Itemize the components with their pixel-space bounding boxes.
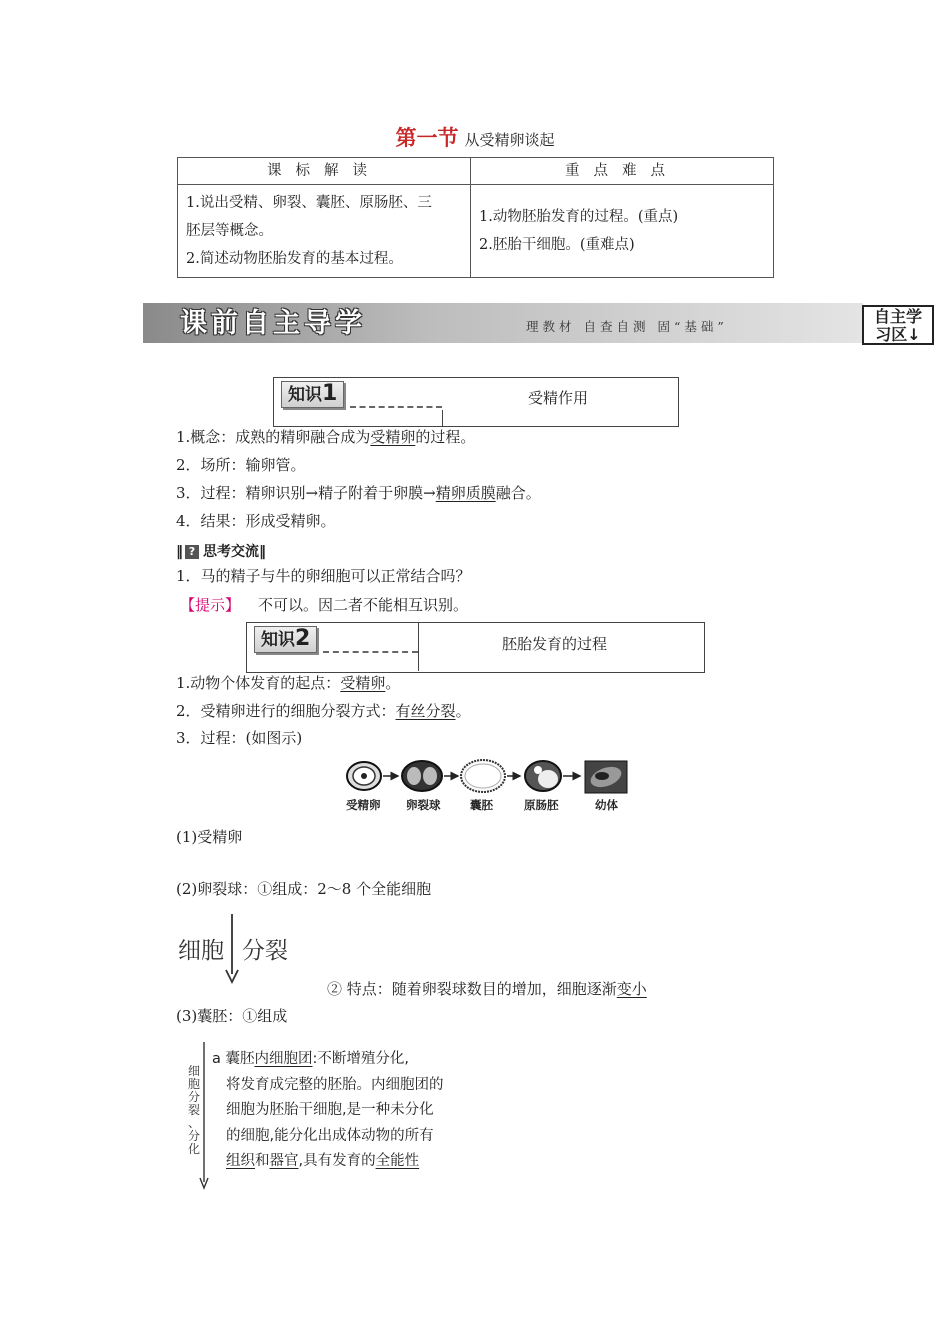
tag-divider	[442, 410, 443, 426]
stage-label: 幼体	[595, 798, 618, 812]
answer-blank: 精卵质膜	[435, 484, 496, 502]
answer-blank: 组织	[226, 1153, 255, 1169]
section-number: 第一节	[395, 126, 459, 150]
section-name: 从受精卵谈起	[464, 131, 555, 149]
badge-line-2: 习区	[875, 325, 908, 344]
curriculum-item: 2.简述动物胚胎发育的基本过程。	[186, 251, 403, 267]
k1-concept: 1.概念：成熟的精卵融合成为受精卵的过程。	[176, 428, 476, 446]
k2-division-type: 2．受精卵进行的细胞分裂方式：有丝分裂。	[176, 702, 471, 720]
header-curriculum: 课标解读	[178, 158, 471, 185]
hint-label: 【提示】	[180, 596, 241, 614]
hint-line	[180, 595, 468, 615]
page-title	[0, 122, 950, 152]
stage-cleavage-ball: (2)卵裂球：①组成：2～8 个全能细胞	[176, 880, 432, 898]
curriculum-item: 胚层等概念。	[186, 223, 273, 239]
gastrula-icon	[525, 761, 561, 791]
stage-label: 原肠胚	[524, 798, 559, 812]
cleavage-ball-icon	[402, 761, 442, 791]
stage-label: 受精卵	[346, 798, 381, 812]
knowledge-1-tag	[281, 381, 344, 408]
cell-division-label-right: 分裂	[242, 938, 288, 964]
think-exchange-header: ‖ ? 思考交流‖	[176, 544, 264, 560]
down-arrow-icon	[224, 914, 240, 984]
vertical-label-division-differentiation: 细 胞 分 裂 、 分 化	[187, 1064, 200, 1156]
answer-blank: 全能性	[375, 1153, 420, 1169]
cell-division-label-left: 细胞	[178, 938, 224, 964]
larva-icon	[585, 761, 627, 793]
blastocyst-icon	[461, 760, 505, 792]
knowledge-tag-number: 1	[322, 381, 338, 406]
k2-start-point: 1.动物个体发育的起点：受精卵。	[176, 674, 401, 692]
tag-dash-line	[350, 406, 442, 408]
objectives-table	[177, 157, 774, 278]
answer-blank: 受精卵	[370, 428, 416, 446]
hint-text: 不可以。因二者不能相互识别。	[258, 596, 469, 614]
key-point-item: 1.动物胚胎发育的过程。(重点)	[479, 209, 679, 225]
knowledge-2-title: 胚胎发育的过程	[502, 635, 608, 653]
embryo-development-diagram	[340, 758, 640, 816]
answer-blank: 变小	[616, 980, 647, 998]
k1-location: 2．场所：输卵管。	[176, 456, 306, 474]
stage-blastocyst: (3)囊胚：①组成	[176, 1007, 288, 1025]
k2-process: 3．过程：(如图示)	[176, 729, 303, 747]
answer-blank: 有丝分裂	[395, 702, 456, 720]
k1-process: 3．过程：精卵识别→精子附着于卵膜→精卵质膜融合。	[176, 484, 541, 502]
think-question: 1．马的精子与牛的卵细胞可以正常结合吗？	[176, 567, 471, 585]
cleavage-feature: ② 特点：随着卵裂球数目的增加，细胞逐渐变小	[327, 980, 647, 998]
answer-blank: 内细胞团	[254, 1051, 313, 1067]
fertilized-egg-icon	[347, 762, 381, 790]
box-divider	[418, 622, 419, 671]
think-label: 思考交流	[203, 544, 259, 560]
stage-fertilized-egg: (1)受精卵	[176, 828, 243, 846]
header-key-points: 重点难点	[471, 158, 774, 185]
tag-dash-line	[323, 651, 418, 653]
question-icon: ?	[185, 545, 199, 559]
curriculum-cell	[178, 185, 471, 278]
knowledge-tag-number: 2	[295, 626, 311, 651]
blastocyst-description: a 囊胚内细胞团:不断增殖分化, 将发育成完整的胚胎。内细胞团的 细胞为胚胎干细胞,是一种未分化 的细胞,能分化出成体动物的所有 组织和器官,具有发育的全能性	[212, 1051, 444, 1169]
stage-label: 囊胚	[470, 798, 493, 812]
knowledge-tag-label: 知识	[261, 630, 295, 650]
down-arrow-icon: ↓	[907, 325, 921, 344]
k1-result: 4．结果：形成受精卵。	[176, 512, 336, 530]
curriculum-item: 1.说出受精、卵裂、囊胚、原肠胚、三	[186, 195, 432, 211]
answer-blank: 器官	[269, 1153, 299, 1169]
key-points-cell	[471, 185, 774, 278]
knowledge-1-title: 受精作用	[528, 389, 589, 407]
self-study-badge	[862, 305, 934, 345]
stage-label: 卵裂球	[406, 798, 441, 812]
badge-line-1: 自主学	[873, 307, 922, 326]
answer-blank: 受精卵	[340, 674, 386, 692]
banner-title: 课前自主导学	[180, 308, 366, 339]
knowledge-tag-label: 知识	[288, 385, 322, 405]
knowledge-2-tag	[254, 626, 317, 653]
banner-subtitle: 理教材 自查自测 固“基础”	[526, 319, 728, 334]
key-point-item: 2.胚胎干细胞。(重难点)	[479, 237, 635, 253]
